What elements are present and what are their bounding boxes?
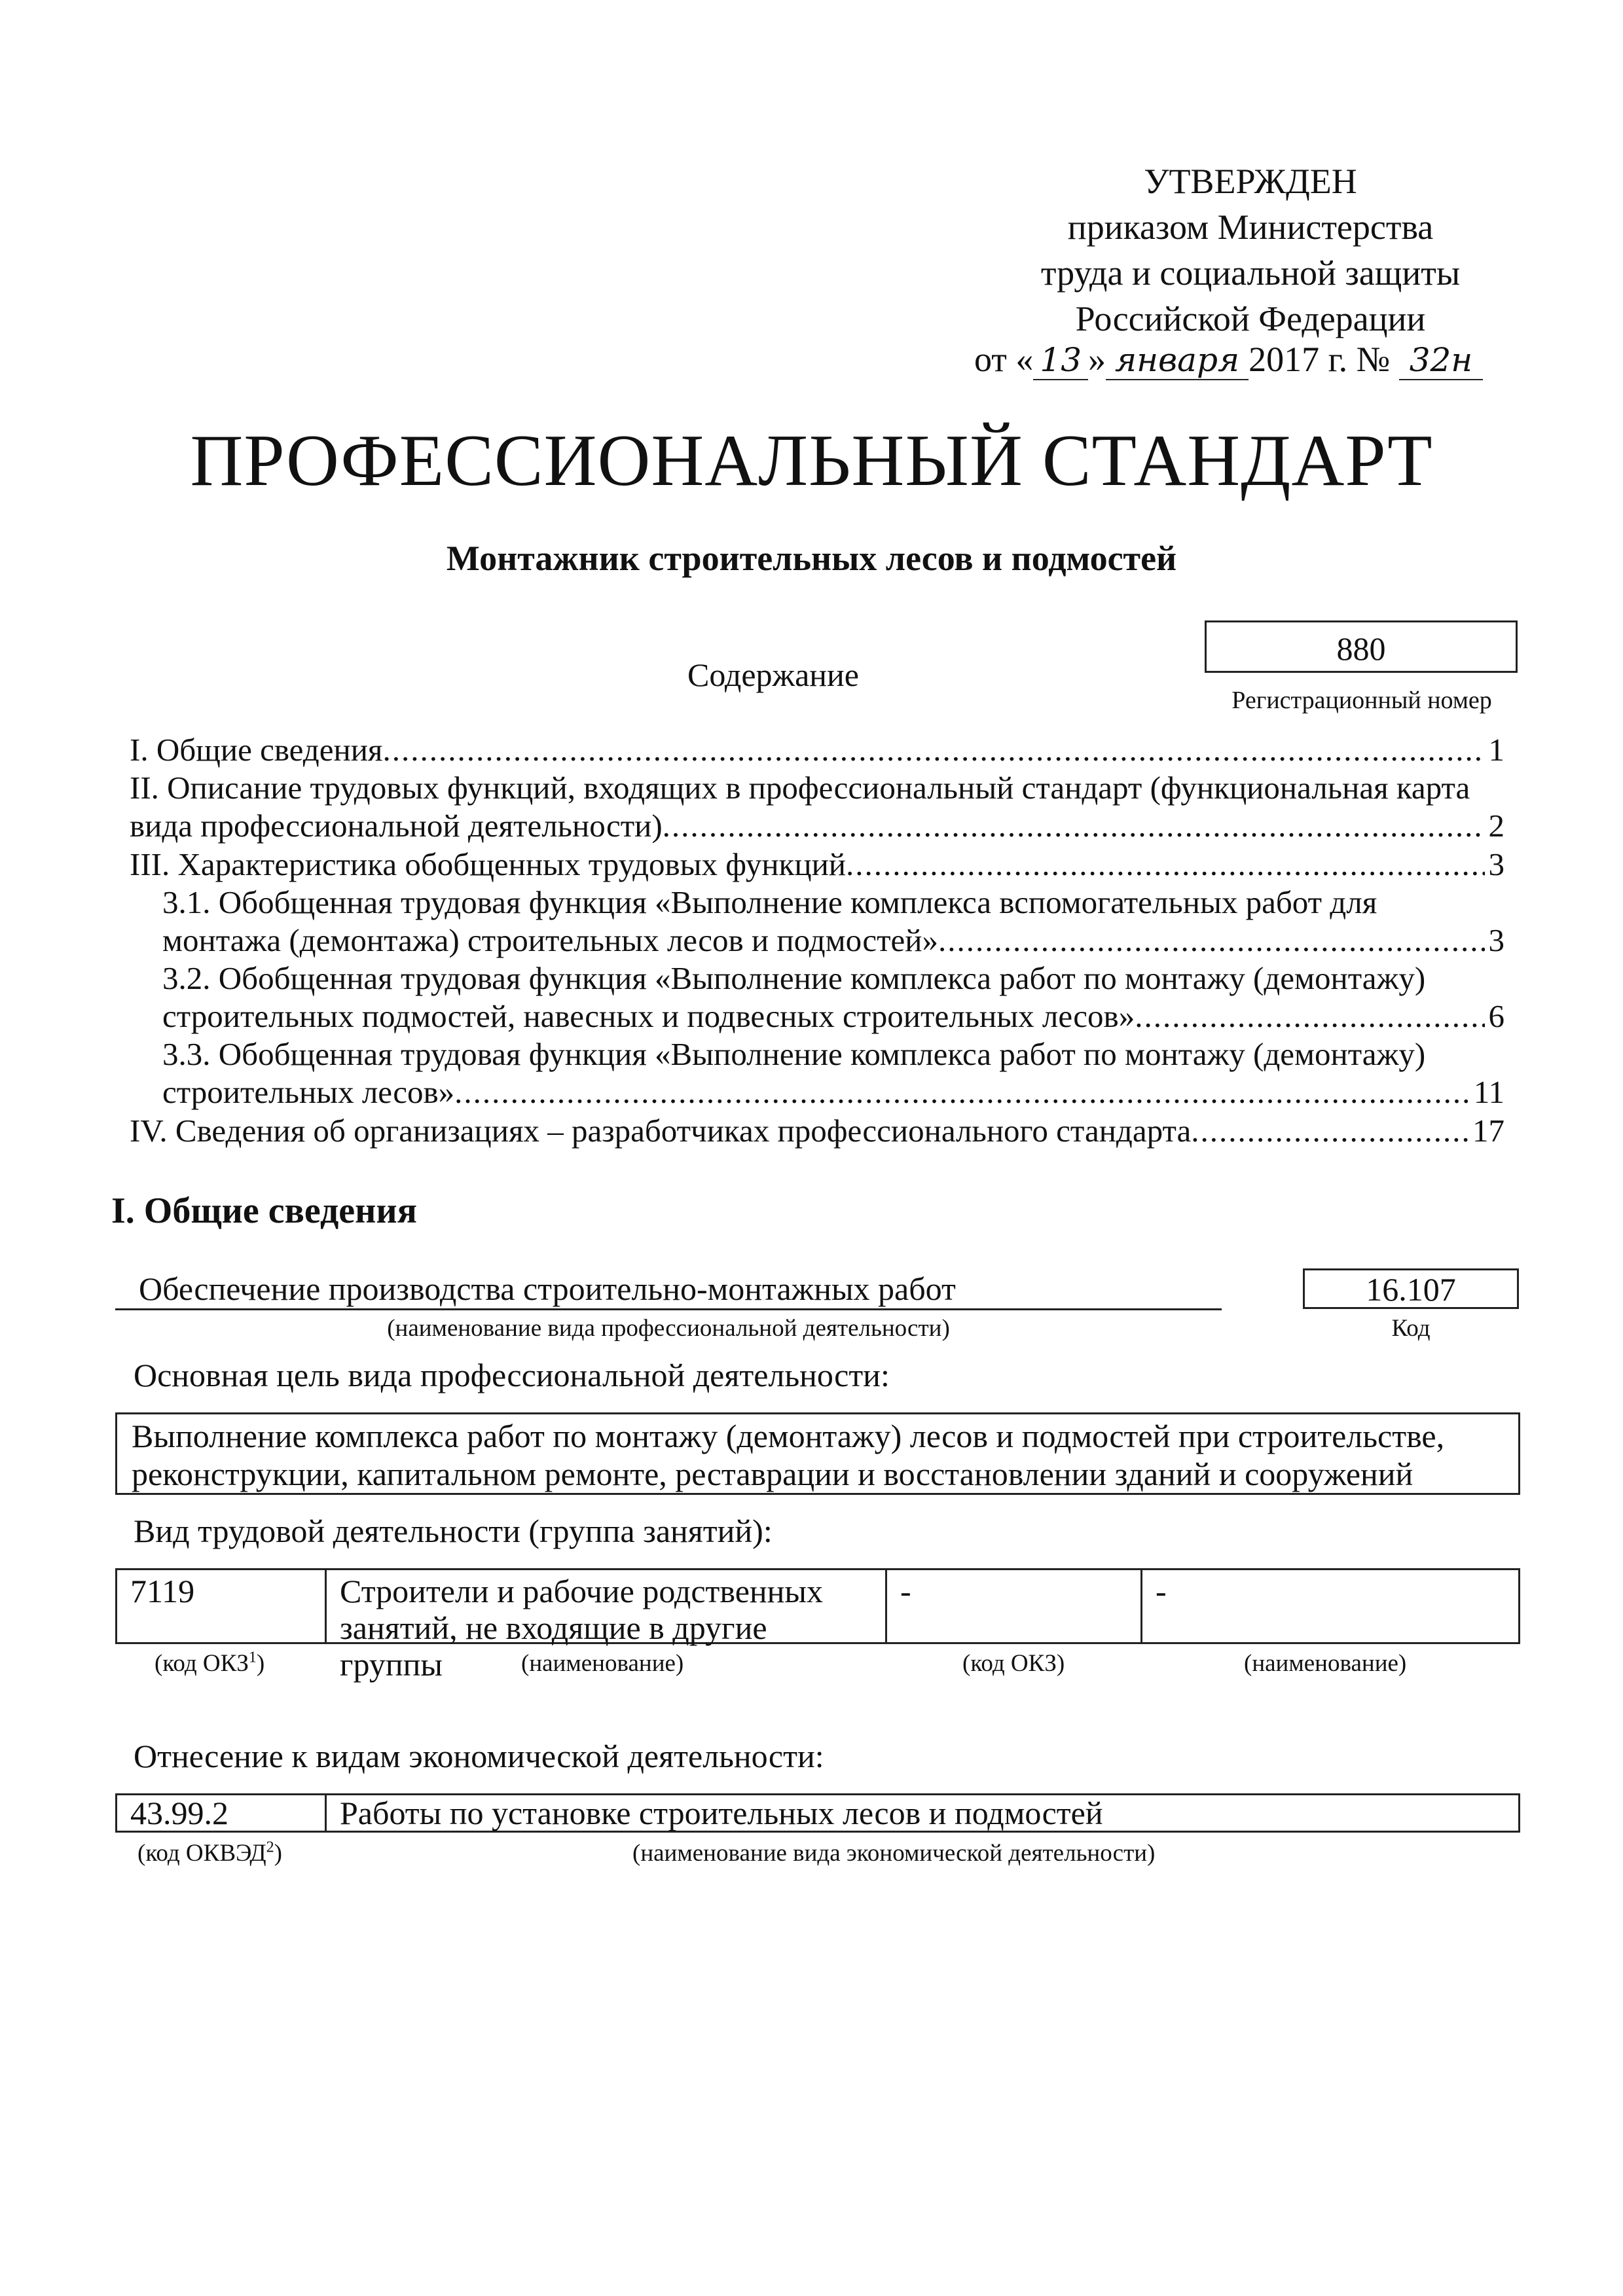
okz-name-line-2: занятий, не входящие в другие группы	[340, 1609, 767, 1683]
toc-entry-page: 6	[1488, 998, 1504, 1034]
order-prefix: от «	[974, 340, 1034, 379]
okved-name-cell: Работы по установке строительных лесов и подмостей	[340, 1795, 1103, 1831]
order-date-line	[974, 339, 1483, 380]
toc-entry[interactable]	[130, 730, 1504, 769]
toc-entry-text-cont: строительных подмостей, навесных и подвесных строительных лесов»	[162, 998, 1135, 1034]
toc-entry-page: 1	[1488, 732, 1504, 768]
toc-entry[interactable]	[130, 845, 1504, 884]
toc-leader	[846, 845, 1484, 884]
toc-leader	[938, 921, 1485, 960]
toc-entry-continuation[interactable]	[130, 1073, 1504, 1111]
approval-line-2: приказом Министерства	[1067, 207, 1434, 247]
table-of-contents	[130, 730, 1504, 1150]
toc-leader	[382, 730, 1484, 769]
toc-leader	[454, 1073, 1470, 1111]
registration-number-box: 880	[1205, 620, 1518, 673]
okz-code-cell: 7119	[117, 1570, 327, 1642]
approval-heading: УТВЕРЖДЕН	[1144, 162, 1357, 201]
registration-number-caption: Регистрационный номер	[1231, 687, 1492, 714]
okz-code-cell-2: -	[887, 1570, 1142, 1642]
goal-box	[115, 1412, 1520, 1495]
toc-leader	[663, 806, 1485, 845]
toc-entry[interactable]	[130, 1111, 1504, 1150]
toc-entry-text: II. Описание трудовых функций, входящих в профессиональный стандарт (функциональная карта	[130, 770, 1470, 806]
toc-entry-page: 17	[1472, 1113, 1504, 1149]
okz-name-line-1: Строители и рабочие родственных	[340, 1573, 824, 1609]
toc-entry[interactable]	[130, 884, 1504, 921]
order-year: 2017 г. №	[1249, 340, 1391, 379]
activity-name-caption: (наименование вида профессиональной деятельности)	[387, 1315, 950, 1342]
toc-entry-text-cont: строительных лесов»	[162, 1074, 455, 1110]
okved-name-caption: (наименование вида экономической деятельности)	[632, 1840, 1156, 1867]
goal-line-2: реконструкции, капитальном ремонте, реставрации и восстановлении зданий и сооружений	[132, 1456, 1413, 1492]
toc-leader	[1135, 997, 1484, 1035]
okz-code-caption-2: (код ОКЗ)	[962, 1650, 1065, 1677]
approval-line-3: труда и социальной защиты	[1040, 253, 1461, 293]
activity-name-field: Обеспечение производства строительно-монтажных работ	[115, 1268, 1222, 1310]
toc-entry-page: 3	[1488, 846, 1504, 882]
goal-label: Основная цель вида профессиональной деятельности:	[134, 1357, 890, 1393]
activity-code-box: 16.107	[1303, 1268, 1519, 1309]
toc-entry[interactable]	[130, 769, 1504, 806]
document-title: ПРОФЕССИОНАЛЬНЫЙ СТАНДАРТ	[190, 420, 1433, 501]
toc-entry-text-cont: вида профессиональной деятельности)	[130, 808, 663, 844]
toc-entry-page: 2	[1488, 808, 1504, 844]
toc-leader	[1191, 1111, 1468, 1150]
toc-entry-continuation[interactable]	[130, 997, 1504, 1035]
econ-label: Отнесение к видам экономической деятельности:	[134, 1738, 824, 1774]
order-number-handwritten: 32н	[1399, 341, 1484, 380]
toc-heading: Содержание	[687, 656, 859, 693]
section-heading: I. Общие сведения	[111, 1191, 417, 1231]
toc-entry-page: 11	[1473, 1074, 1504, 1110]
toc-entry-text: I. Общие сведения	[130, 732, 383, 768]
toc-entry-text: III. Характеристика обобщенных трудовых функций	[130, 846, 847, 882]
document-subtitle: Монтажник строительных лесов и подмостей	[446, 539, 1177, 578]
approval-block	[956, 158, 1545, 342]
okved-code-caption: (код ОКВЭД$^2$)	[137, 1839, 282, 1867]
toc-entry[interactable]	[130, 1035, 1504, 1073]
toc-entry-page: 3	[1488, 922, 1504, 958]
okved-code-cell: 43.99.2	[117, 1795, 327, 1831]
toc-entry[interactable]	[130, 960, 1504, 997]
goal-line-1: Выполнение комплекса работ по монтажу (демонтажу) лесов и подмостей при строительстве,	[132, 1418, 1445, 1454]
toc-entry-text-cont: монтажа (демонтажа) строительных лесов и подмостей»	[162, 922, 938, 958]
toc-entry-text: 3.1. Обобщенная трудовая функция «Выполнение комплекса вспомогательных работ для	[162, 884, 1377, 920]
order-mid: »	[1088, 340, 1106, 379]
toc-entry-text: 3.3. Обобщенная трудовая функция «Выполнение комплекса работ по монтажу (демонтажу)	[162, 1036, 1426, 1072]
order-day-handwritten: 13	[1033, 341, 1088, 380]
okz-name-caption-2: (наименование)	[1244, 1650, 1407, 1677]
okz-name-caption: (наименование)	[521, 1650, 684, 1677]
activity-code-caption: Код	[1391, 1315, 1431, 1342]
toc-entry-text: 3.2. Обобщенная трудовая функция «Выполнение комплекса работ по монтажу (демонтажу)	[162, 960, 1426, 996]
occupation-label: Вид трудовой деятельности (группа занятий):	[134, 1513, 773, 1549]
toc-entry-continuation[interactable]	[130, 806, 1504, 845]
okz-name-cell-2: -	[1156, 1573, 1167, 1609]
econ-activity-table	[115, 1793, 1520, 1833]
toc-entry-continuation[interactable]	[130, 921, 1504, 960]
order-month-handwritten: января	[1106, 341, 1249, 380]
approval-line-4: Российской Федерации	[1075, 299, 1426, 338]
okz-code-caption: (код ОКЗ$^1$)	[155, 1649, 265, 1677]
toc-entry-text: IV. Сведения об организациях – разработчиках профессионального стандарта	[130, 1113, 1192, 1149]
